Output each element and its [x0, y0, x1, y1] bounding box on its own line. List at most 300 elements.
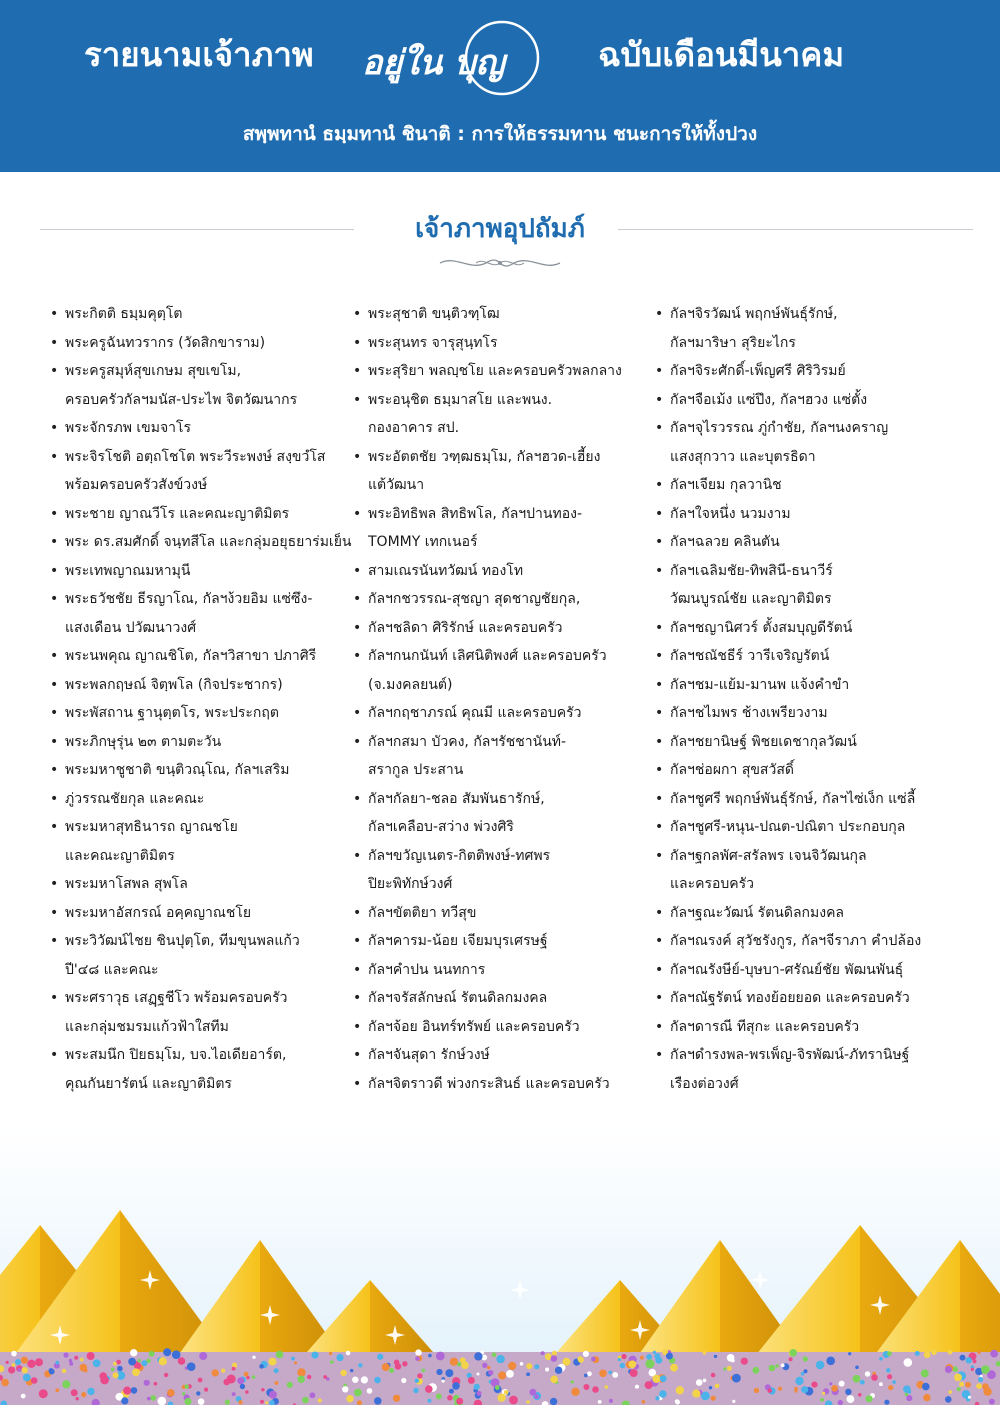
donor-entry: • กัลฯจิระศักดิ์-เพ็ญศรี ศิริวิรมย์ [655, 357, 975, 386]
crowd-dot [276, 1351, 284, 1359]
crowd-dot [12, 1363, 16, 1367]
crowd-dot [552, 1351, 557, 1356]
ornament-flourish-icon [436, 253, 564, 273]
crowd-dot [74, 1356, 78, 1360]
crowd-dot [294, 1361, 297, 1364]
crowd-dot [252, 1375, 256, 1379]
donor-entry: • พระมหาอัสกรณ์ อคฺคญาณชโย [50, 899, 350, 928]
crowd-dot [492, 1353, 497, 1358]
donor-line-continued: และกลุ่มชมรมแก้วฟ้าใสทีม [65, 1018, 229, 1035]
crowd-dot [477, 1391, 482, 1396]
crowd-dot [884, 1400, 889, 1405]
donor-entry: • พระภิกษุรุ่น ๒๓ ตามตะวัน [50, 728, 350, 757]
crowd-dot [922, 1383, 930, 1391]
donor-line-continued: และคณะญาติมิตร [65, 847, 175, 864]
crowd-dot [789, 1349, 797, 1357]
crowd-dot [983, 1387, 991, 1395]
crowd-dot [358, 1363, 362, 1367]
donor-entry: • กัลฯชูศรี พฤกษ์พันธุ์รักษ์, กัลฯไซ่เง็ก แซ่ลี้ [655, 785, 975, 814]
crowd-dot [452, 1382, 460, 1390]
crowd-dot [100, 1376, 109, 1385]
crowd-dot [401, 1378, 406, 1383]
crowd-dot [346, 1395, 353, 1402]
crowd-dot [182, 1392, 185, 1395]
crowd-dot [924, 1351, 931, 1358]
crowd-dot [584, 1374, 588, 1378]
donor-entry: • กัลฯใจหนึ่ง นวมงาม [655, 500, 975, 529]
crowd-dot [184, 1398, 191, 1405]
crowd-dot [618, 1358, 621, 1361]
crowd-dot [225, 1400, 230, 1405]
donor-entry: • กัลฯจิรวัฒน์ พฤกษ์พันธุ์รักษ์, [655, 300, 975, 329]
crowd-dot [311, 1352, 318, 1359]
crowd-dot [149, 1351, 155, 1357]
crowd-dot [232, 1392, 236, 1396]
crowd-dot [945, 1396, 952, 1403]
crowd-dot [752, 1367, 759, 1374]
crowd-dot [15, 1359, 21, 1365]
donor-line-continued: สรากูล ประสาน [368, 762, 464, 778]
crowd-dot [298, 1376, 305, 1383]
crowd-dot [35, 1358, 43, 1366]
crowd-dot [55, 1361, 59, 1365]
crowd-dot [971, 1368, 974, 1371]
crowd-dot [132, 1368, 140, 1376]
crowd-dot [545, 1368, 549, 1372]
crowd-dot [855, 1366, 859, 1370]
crowd-dot [550, 1398, 557, 1405]
donor-line-continued: แสงสุกวาว และบุตรธิดา [670, 448, 816, 465]
crowd-dot [487, 1366, 490, 1369]
crowd-dot [541, 1351, 545, 1355]
crowd-dot [69, 1359, 73, 1363]
crowd-dot [336, 1354, 343, 1361]
crowd-dot [79, 1364, 87, 1372]
crowd-dot [456, 1398, 463, 1405]
crowd-dot [474, 1352, 482, 1360]
donor-line-continued: ครอบครัวกัลฯมนัส-ประไพ จิตวัฒนากร [65, 391, 298, 408]
donor-entry: • กัลฯชญานิศวร์ ตั้งสมบุญดีรัตน์ [655, 614, 975, 643]
crowd-dot [382, 1363, 390, 1371]
donor-entry: • พระสุนทร จารุสุนฺทโร [353, 329, 653, 358]
crowd-dot [131, 1387, 138, 1394]
crowd-dot [468, 1377, 475, 1384]
crowd-dot [417, 1373, 422, 1378]
crowd-dot [428, 1354, 432, 1358]
crowd-dot [461, 1362, 469, 1370]
crowd-dot [150, 1395, 156, 1401]
crowd-dot [449, 1389, 454, 1394]
crowd-dot [732, 1400, 735, 1403]
header-title-right: ฉบับเดือนมีนาคม [598, 35, 845, 74]
crowd-dot [187, 1362, 196, 1371]
crowd-dot [297, 1368, 305, 1376]
crowd-dot [778, 1387, 782, 1391]
donor-entry: • กัลฯชณัชธีร์ วารีเจริญรัตน์ [655, 642, 975, 671]
crowd-dot [653, 1351, 656, 1354]
crowd-dot [346, 1351, 351, 1356]
crowd-dot [526, 1363, 532, 1369]
donor-line-continued: คุณกันยารัตน์ และญาติมิตร [65, 1075, 232, 1092]
crowd-dot [22, 1367, 28, 1373]
crowd-dot [670, 1364, 678, 1372]
crowd-dot [144, 1380, 150, 1386]
crowd-dot [645, 1359, 654, 1368]
crowd-dot [529, 1389, 536, 1396]
crowd-dot [826, 1357, 835, 1366]
crowd-dot [555, 1367, 562, 1374]
crowd-dot [167, 1389, 175, 1397]
crowd-dot [888, 1385, 893, 1390]
crowd-dot [866, 1395, 873, 1402]
crowd-dot [504, 1390, 509, 1395]
crowd-dot [361, 1376, 368, 1383]
crowd-dot [450, 1358, 458, 1366]
crowd-dot [413, 1388, 418, 1393]
crowd-dot [154, 1382, 158, 1386]
donor-entry: • กัลฯจุไรวรรณ ภู่กำชัย, กัลฯนงคราญ [655, 414, 975, 443]
crowd-dot [116, 1360, 121, 1365]
crowd-dot [711, 1396, 716, 1401]
donor-entry: • กัลฯกนกนันท์ เลิศนิติพงศ์ และครอบครัว [353, 642, 653, 671]
donor-entry: • กัลฯคารม-น้อย เจียมบุรเศรษฐ์ [353, 927, 653, 956]
crowd-dot [498, 1394, 506, 1402]
crowd-dot [227, 1375, 236, 1384]
crowd-dot [703, 1351, 707, 1355]
crowd-dot [655, 1357, 662, 1364]
crowd-dot [436, 1369, 442, 1375]
crowd-dot [923, 1394, 930, 1401]
crowd-dot [871, 1374, 878, 1381]
crowd-dot [652, 1375, 660, 1383]
crowd-dot [630, 1369, 638, 1377]
crowd-dot [87, 1352, 95, 1360]
crowd-dot [21, 1357, 28, 1364]
crowd-dot [212, 1369, 219, 1376]
crowd-dot [275, 1381, 279, 1385]
crowd-dot [977, 1351, 981, 1355]
crowd-dot [858, 1393, 862, 1397]
crowd-dot [198, 1398, 205, 1405]
crowd-dot [583, 1351, 589, 1357]
crowd-dot [831, 1385, 838, 1392]
donor-entry: • ภู่วรรณชัยกุล และคณะ [50, 785, 350, 814]
crowd-dot [287, 1382, 293, 1388]
crowd-dot [302, 1397, 309, 1404]
crowd-dot [428, 1399, 432, 1403]
crowd-dot [811, 1382, 817, 1388]
crowd-dot [587, 1371, 592, 1376]
crowd-dot [886, 1368, 890, 1372]
crowd-dot [732, 1374, 741, 1383]
crowd-dot [172, 1350, 181, 1359]
crowd-dot [973, 1360, 977, 1364]
crowd-dot [394, 1360, 399, 1365]
donor-entry: • กัลฯเจียม กุลวานิช [655, 471, 975, 500]
crowd-dot [551, 1355, 558, 1362]
crowd-dot [550, 1376, 558, 1384]
crowd-dot [164, 1373, 168, 1377]
crowd-dot [76, 1397, 79, 1400]
crowd-dot [374, 1377, 381, 1384]
crowd-dot [330, 1360, 334, 1364]
crowd-dot [506, 1370, 514, 1378]
crowd-dot [244, 1372, 249, 1377]
donor-entry: • พระกิตติ ธมฺมคุตฺโต [50, 300, 350, 329]
crowd-dot [111, 1368, 115, 1372]
crowd-dot [655, 1396, 659, 1400]
logo-text: อยู่ใน บุญ [362, 43, 505, 83]
crowd-dot [62, 1380, 70, 1388]
crowd-dot [6, 1361, 9, 1364]
crowd-dot [960, 1355, 966, 1361]
crowd-dot [978, 1377, 983, 1382]
donor-entry: • กัลฯขัตติยา ทวีสุข [353, 899, 653, 928]
donor-entry: • กัลฯจือเม้ง แซ่ปึง, กัลฯฮวง แซ่ตั้ง [655, 386, 975, 415]
crowd-dot [598, 1400, 602, 1404]
crowd-dot [767, 1388, 772, 1393]
donor-entry: • กัลฯดำรงพล-พรเพ็ญ-จิรพัฒน์-ภัทรานิษฐ์ [655, 1041, 975, 1070]
crowd-dot [39, 1389, 48, 1398]
crowd-dot [609, 1399, 613, 1403]
crowd-dot [563, 1358, 571, 1366]
donor-line-continued: TOMMY เทกเนอร์ [368, 534, 478, 550]
crowd-dot [794, 1389, 797, 1392]
crowd-dot [621, 1354, 626, 1359]
crowd-dot [240, 1384, 245, 1389]
donor-entry: • พระสุริยา พลญฺชโย และครอบครัวพลกลาง [353, 357, 653, 386]
donor-entry: • กัลฯณัฐรัตน์ ทองย้อยยอด และครอบครัว [655, 984, 975, 1013]
crowd-dot [422, 1369, 426, 1373]
crowd-dot [847, 1395, 855, 1403]
crowd-dot [232, 1363, 237, 1368]
donor-column-1 [50, 300, 350, 1098]
crowd-dot [377, 1354, 383, 1360]
crowd-dot [425, 1385, 433, 1393]
donor-entry: • พระจิรโชติ อตฺถโชโต พระวีระพงษ์ สงฺขวํโส [50, 443, 350, 472]
crowd-dot [966, 1357, 972, 1363]
crowd-dot [848, 1352, 851, 1355]
donor-entry: • กัลฯฉลวย คลินตัน [655, 528, 975, 557]
crowd-dot [965, 1382, 971, 1388]
crowd-dot [237, 1377, 244, 1384]
crowd-dot [803, 1356, 808, 1361]
crowd-dot [259, 1364, 264, 1369]
donor-line-continued: และครอบครัว [670, 876, 755, 892]
crowd-dot [318, 1398, 322, 1402]
crowd-dot [147, 1397, 151, 1401]
crowd-dot [130, 1349, 137, 1356]
donor-line-continued: เรืองต่อวงศ์ [670, 1075, 739, 1092]
crowd-dot [781, 1364, 785, 1368]
crowd-dot [592, 1386, 599, 1393]
crowd-dot [31, 1377, 38, 1384]
crowd-dot [520, 1362, 524, 1366]
crowd-dot [646, 1354, 652, 1360]
crowd-dot [352, 1377, 358, 1383]
crowd-dot [374, 1397, 382, 1405]
crowd-dot [968, 1396, 971, 1399]
crowd-dot [976, 1383, 982, 1389]
crowd-dot [71, 1389, 78, 1396]
donor-entry: • พระวิวัฒน์ไชย ชินปุตฺโต, ทีมขุนพลแก้ว [50, 927, 350, 956]
donor-entry: • กัลฯชม-แย้ม-มานพ แจ้งคำขำ [655, 671, 975, 700]
donor-entry: • กัลฯชูศรี-หนุน-ปณต-ปณิตา ประกอบกุล [655, 813, 975, 842]
crowd-dot [49, 1368, 54, 1373]
donor-entry: • กัลฯขวัญเนตร-กิตติพงษ์-ทศพร [353, 842, 653, 871]
donor-entry: • พระพัสถาน ฐานุตฺตโร, พระประกฤต [50, 699, 350, 728]
crowd-dot [113, 1372, 119, 1378]
donor-entry: • พระมหาสุทธินารถ ญาณชโย [50, 813, 350, 842]
crowd-dot [474, 1384, 480, 1390]
crowd-dot [260, 1400, 264, 1404]
crowd-dot [436, 1352, 445, 1361]
crowd-dot [696, 1379, 703, 1386]
donor-column-2 [353, 300, 653, 1098]
donor-entry: • กัลฯกชวรรณ-สุชญา สุดชาญชัยกุล, [353, 585, 653, 614]
crowd-dot [508, 1362, 516, 1370]
crowd-dot [415, 1349, 421, 1355]
donor-entry: • พระอัตตชัย วฑฺฒธมฺโม, กัลฯฮวด-เฮี้ยง [353, 443, 653, 472]
crowd-dot [608, 1371, 612, 1375]
crowd-dot [629, 1360, 637, 1368]
crowd-dot [775, 1364, 779, 1368]
crowd-dot [703, 1379, 707, 1383]
crowd-dot [801, 1372, 805, 1376]
crowd-dot [709, 1386, 712, 1389]
crowd-dot [498, 1371, 506, 1379]
crowd-dot [238, 1400, 242, 1404]
crowd-dot [534, 1364, 539, 1369]
crowd-dot [87, 1388, 94, 1395]
donor-entry: • กัลฯจรัสลักษณ์ รัตนดิลกมงคล [353, 984, 653, 1013]
donor-entry: • พระสมนึก ปิยธมฺโม, บจ.ไอเดียอาร์ต, [50, 1041, 350, 1070]
donor-entry: • พระเทพญาณมหามุนี [50, 557, 350, 586]
crowd-dot [445, 1369, 453, 1377]
donor-entry: • กัลฯช่อผกา สุขสวัสดิ์ [655, 756, 975, 785]
crowd-dot [769, 1365, 776, 1372]
crowd-dot [645, 1381, 653, 1389]
crowd-dot [442, 1380, 445, 1383]
crowd-dot [640, 1356, 644, 1360]
crowd-dot [714, 1355, 717, 1358]
crowd-dot [605, 1385, 609, 1389]
donor-line-continued: แต้วัฒนา [368, 477, 425, 493]
crowd-dot [93, 1359, 101, 1367]
crowd-dot [829, 1382, 832, 1385]
crowd-dot [447, 1395, 453, 1401]
crowd-dot [804, 1369, 808, 1373]
crowd-dot [121, 1397, 128, 1404]
crowd-dot [158, 1397, 167, 1405]
crowd-dot [221, 1369, 225, 1373]
crowd-dot [342, 1386, 348, 1392]
crowd-dot [323, 1375, 327, 1379]
crowd-dot [820, 1398, 824, 1402]
crowd-dot [845, 1389, 851, 1395]
crowd-dot [789, 1357, 793, 1361]
crowd-dot [727, 1366, 732, 1371]
crowd-dot [865, 1371, 870, 1376]
donor-line-continued: กัลฯเคลือบ-สว่าง พ่วงศิริ [368, 819, 514, 835]
crowd-dot [741, 1358, 748, 1365]
donor-line-continued: วัฒนบูรณ์ชัย และญาติมิตร [670, 591, 832, 607]
crowd-dot [853, 1375, 861, 1383]
crowd-dot [635, 1385, 639, 1389]
donor-entry: • กัลฯกสมา บัวคง, กัลฯรัชชานันท์- [353, 728, 653, 757]
crowd-dot [496, 1355, 504, 1363]
donor-entry: • พระนพคุณ ญาณชิโต, กัลฯวิสาขา ปภาศิรี [50, 642, 350, 671]
crowd-dot [571, 1388, 579, 1396]
crowd-dot [198, 1378, 203, 1383]
divider-right [618, 229, 973, 230]
crowd-dot [18, 1368, 22, 1372]
crowd-dot [954, 1374, 962, 1382]
crowd-dot [948, 1390, 952, 1394]
crowd-dot [178, 1357, 186, 1365]
crowd-dot [906, 1395, 912, 1401]
crowd-dot [117, 1366, 123, 1372]
crowd-dot [55, 1388, 59, 1392]
donor-entry: • พระสุชาติ ขนฺติวฑฺโฒ [353, 300, 653, 329]
crowd-dot [80, 1358, 84, 1362]
crowd-dot [123, 1387, 131, 1395]
crowd-dot [921, 1369, 929, 1377]
crowd-dot [666, 1353, 673, 1360]
crowd-dot [128, 1358, 136, 1366]
donor-entry: • กัลฯดารณี ทีสุกะ และครอบครัว [655, 1013, 975, 1042]
donor-entry: • พระศราวุธ เสฏฺฐชีโว พร้อมครอบครัว [50, 984, 350, 1013]
crowd-dot [571, 1380, 574, 1383]
crowd-dot [599, 1370, 607, 1378]
donor-line-continued: พร้อมครอบครัวสังข์วงษ์ [65, 477, 208, 493]
donor-entry: • พระมหาโสพล สุพโล [50, 870, 350, 899]
crowd-dot [389, 1368, 394, 1373]
crowd-dot [860, 1380, 865, 1385]
crowd-dot [675, 1400, 680, 1405]
crowd-dot [232, 1367, 236, 1371]
donor-entry: • กัลฯกฤชาภรณ์ คุณมี และครอบครัว [353, 699, 653, 728]
donor-column-3 [655, 300, 975, 1098]
crowd-dot [692, 1389, 700, 1397]
crowd-dot [27, 1360, 35, 1368]
crowd-dot [367, 1388, 373, 1394]
donor-line-continued: (จ.มงคลยนต์) [368, 676, 453, 693]
crowd-dot [159, 1357, 167, 1365]
crowd-dot [265, 1401, 268, 1404]
donor-entry: • กัลฯชลิดา ศิริรักษ์ และครอบครัว [353, 614, 653, 643]
crowd-dot [261, 1388, 264, 1391]
crowd-dot [138, 1359, 142, 1363]
crowd-dot [904, 1358, 913, 1367]
crowd-dot [269, 1358, 277, 1366]
crowd-dot [354, 1389, 362, 1397]
crowd-dot [245, 1390, 249, 1394]
donor-line-continued: ปิยะพิทักษ์วงศ์ [368, 876, 453, 892]
crowd-dot [822, 1392, 825, 1395]
crowd-dot [816, 1361, 825, 1370]
donor-entry: • กัลฯณรงค์ สุวัชรังกูร, กัลฯจีราภา คำปล้อง [655, 927, 975, 956]
donor-line-continued: กองอาคาร สป. [368, 420, 460, 436]
crowd-dot [945, 1366, 952, 1373]
donor-entry: • พระครูสมุห์สุขเกษม สุขเขโม, [50, 357, 350, 386]
donor-entry: • พระมหาชูชาติ ขนฺติวณฺโณ, กัลฯเสริม [50, 756, 350, 785]
donor-line-continued: กัลฯมาริษา สุริยะไกร [670, 334, 796, 351]
donor-entry: • กัลฯจันสุดา รักษ์วงษ์ [353, 1041, 653, 1070]
donor-entry: • พระธวัชชัย ธีรญาโณ, กัลฯง้วยอิม แซ่ซึง- [50, 585, 350, 614]
crowd-dot [931, 1349, 937, 1355]
crowd-dot [63, 1353, 68, 1358]
